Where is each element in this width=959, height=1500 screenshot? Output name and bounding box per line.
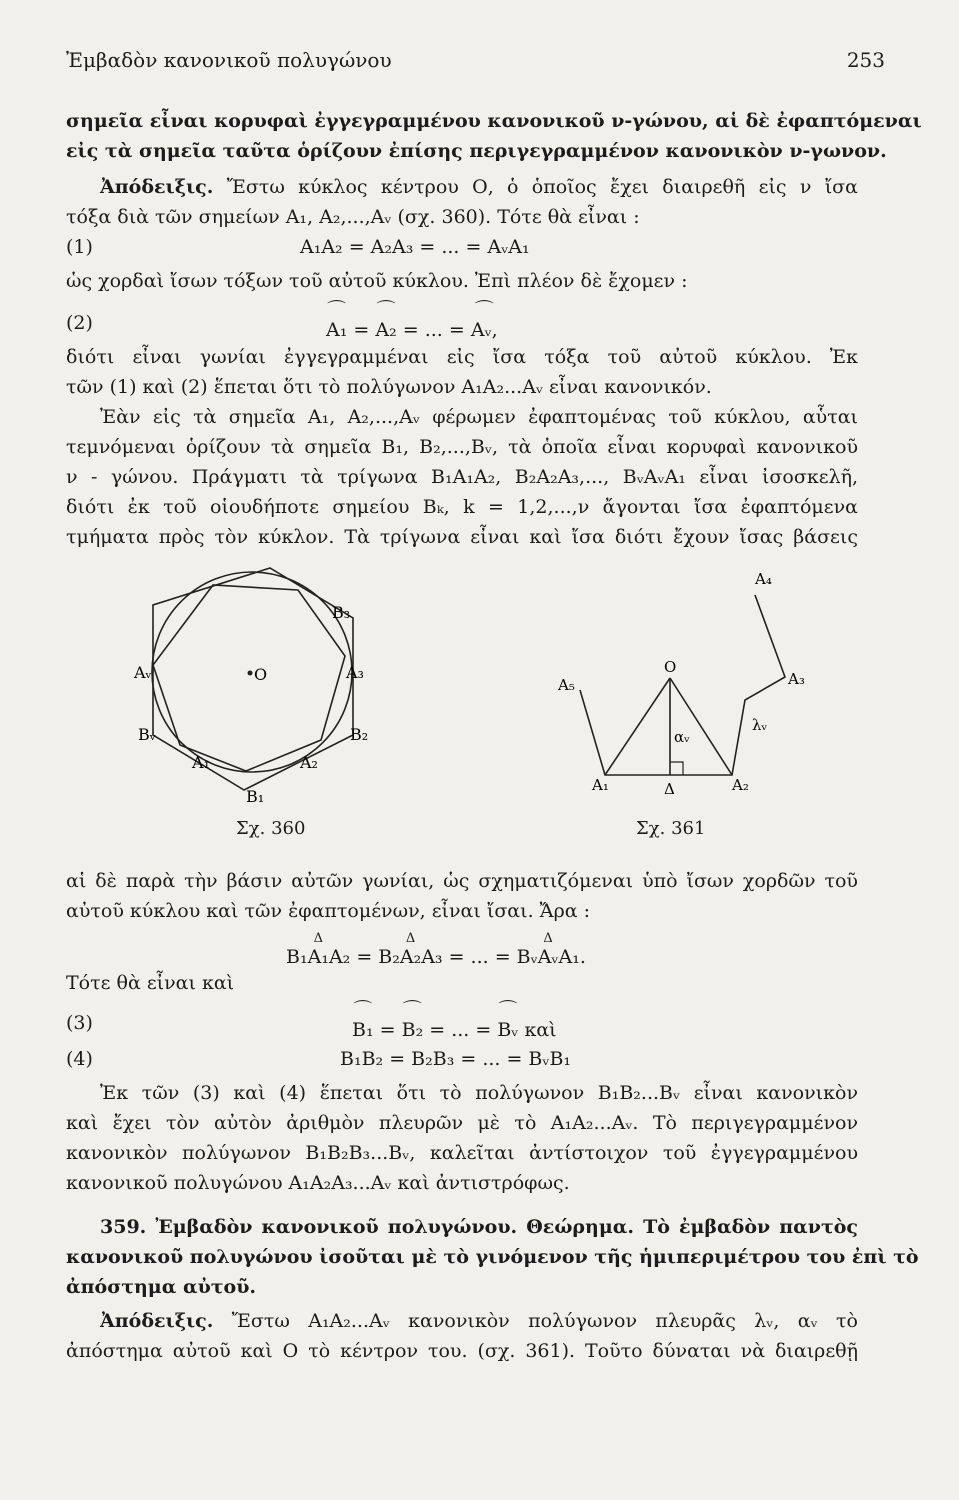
label-B3: B₃ — [332, 603, 351, 622]
text-line: αὐτοῦ κύκλου καὶ τῶν ἐφαπτομένων, εἶναι ἴσαι. Ἄρα : — [66, 900, 591, 922]
label-A1: A₁ — [192, 753, 210, 772]
label-O: O — [254, 665, 268, 684]
label-A3: A₃ — [788, 670, 805, 688]
text-line: Τότε θὰ εἶναι καὶ — [66, 972, 235, 994]
label-A4: A₄ — [755, 570, 772, 588]
text-line: καὶ ἔχει τὸν αὐτὸν ἀριθμὸν πλευρῶν μὲ τὸ A₁A₂...Aᵥ. Τὸ περιγεγραμμένον — [66, 1112, 858, 1134]
label-A1: A₁ — [592, 776, 609, 794]
text-line: ὡς χορδαὶ ἴσων τόξων τοῦ αὐτοῦ κύκλου. Ἐπὶ πλέον δὲ ἔχομεν : — [66, 270, 688, 292]
label-A5: A₅ — [558, 676, 575, 694]
figure-360-caption: Σχ. 360 — [236, 818, 306, 839]
text-line: ἀπόστημα αὐτοῦ καὶ Ο τὸ κέντρον του. (σχ. 361). Τοῦτο δύναται νὰ διαιρεθῇ — [66, 1340, 858, 1362]
text-line: διότι εἶναι γωνίαι ἐγγεγραμμέναι εἰς ἴσα τόξα τοῦ αὐτοῦ κύκλου. Ἐκ — [66, 346, 858, 368]
figure-361 — [540, 560, 840, 800]
label-B2: B₂ — [350, 725, 369, 744]
label-O: O — [664, 658, 677, 676]
proof-label: Ἀπόδειξις. — [100, 176, 214, 198]
equation-label: (1) — [66, 236, 93, 258]
label-A2: A₂ — [732, 776, 749, 794]
text-line: τῶν (1) καὶ (2) ἕπεται ὅτι τὸ πολύγωνον A₁A₂...Aᵥ εἶναι κανονικόν. — [66, 376, 712, 398]
equation-4: B₁B₂ = B₂B₃ = ... = BᵥB₁ — [340, 1048, 572, 1070]
proof-line: Ἀπόδειξις. Ἔστω κύκλος κέντρου Ο, ὁ ὁποῖος ἔχει διαιρεθῆ εἰς ν ἴσα — [100, 176, 858, 198]
center-point — [248, 671, 253, 676]
text-line: τόξα διὰ τῶν σημείων A₁, A₂,...,Aᵥ (σχ. 360). Τότε θὰ εἶναι : — [66, 206, 640, 228]
text-line: Ἐκ τῶν (3) καὶ (4) ἕπεται ὅτι τὸ πολύγωνον B₁B₂...Bᵥ εἶναι κανονικὸν — [100, 1082, 858, 1104]
equation-3: ⌒ B₁ = ⌒ B₂ = ... = ⌒ Bᵥ καὶ — [352, 999, 557, 1041]
figure-360 — [120, 560, 400, 810]
label-B1: B₁ — [246, 787, 265, 806]
label-A2: A₂ — [300, 753, 318, 772]
proof-line: Ἀπόδειξις. Ἔστω A₁A₂...Aᵥ κανονικὸν πολύγωνον πλευρᾶς λᵥ, αᵥ τὸ — [100, 1310, 858, 1332]
equation-label: (2) — [66, 312, 93, 334]
equation-1: A₁A₂ = A₂A₃ = ... = AᵥA₁ — [300, 236, 530, 258]
label-D: Δ — [664, 780, 675, 798]
polygon-sides — [580, 595, 785, 775]
proof-label: Ἀπόδειξις. — [100, 1310, 214, 1332]
label-Av: Aᵥ — [134, 663, 152, 682]
text-line: Ἐὰν εἰς τὰ σημεῖα A₁, A₂,...,Aᵥ φέρωμεν ἐφαπτομένας τοῦ κύκλου, αὗται — [100, 406, 858, 428]
label-lambda: λᵥ — [752, 716, 768, 734]
text-line: αἱ δὲ παρὰ τὴν βάσιν αὐτῶν γωνίαι, ὡς σχηματιζόμεναι ὑπὸ ἴσων χορδῶν τοῦ — [66, 870, 858, 892]
figure-361-caption: Σχ. 361 — [636, 818, 706, 839]
text-line: ν - γώνου. Πράγματι τὰ τρίγωνα B₁A₁A₂, B₂A₂A₃,..., BᵥAᵥA₁ εἶναι ἰσοσκελῆ, — [66, 466, 858, 488]
text-line: κανονικοῦ πολυγώνου A₁A₂A₃...Aᵥ καὶ ἀντιστρόφως. — [66, 1172, 570, 1194]
equation-label: (4) — [66, 1048, 93, 1070]
text-line: τεμνόμεναι ὁρίζουν τὰ σημεῖα B₁, B₂,...,Bᵥ, τὰ ὁποῖα εἶναι κορυφαὶ κανονικοῦ — [66, 436, 858, 458]
theorem-line: ἀπόστημα αὐτοῦ. — [66, 1276, 257, 1298]
equation-2: ⌒ A₁ = ⌒ A₂ = ... = ⌒ Aᵥ, — [326, 299, 498, 341]
equation-triangles: B₁ Δ A₁A₂ = B₂ Δ A₂A₃ = ... = Bᵥ Δ AᵥA₁. — [286, 931, 586, 968]
theorem-heading: 359. Ἐμβαδὸν κανονικοῦ πολυγώνου. Θεώρημα. Τὸ ἐμβαδὸν παντὸς — [100, 1216, 858, 1238]
text-line: σημεῖα εἶναι κορυφαὶ ἐγγεγραμμένου κανονικοῦ ν-γώνου, αἱ δὲ ἐφαπτόμεναι — [66, 110, 922, 132]
page-number: 253 — [846, 48, 885, 72]
text-line: τμήματα πρὸς τὸν κύκλον. Τὰ τρίγωνα εἶναι καὶ ἴσα διότι ἔχουν ἴσας βάσεις — [66, 526, 858, 548]
radius-OA1 — [605, 678, 670, 775]
theorem-line: κανονικοῦ πολυγώνου ἰσοῦται μὲ τὸ γινόμενον τῆς ἡμιπεριμέτρου του ἐπὶ τὸ — [66, 1246, 919, 1268]
right-angle-mark — [670, 762, 683, 775]
label-Bv: Bᵥ — [138, 725, 156, 744]
running-header: Ἐμβαδὸν κανονικοῦ πολυγώνου — [66, 48, 392, 72]
equation-label: (3) — [66, 1012, 93, 1034]
label-A3: A₃ — [346, 663, 364, 682]
text-line: διότι ἐκ τοῦ οἱουδήποτε σημείου Bₖ, k = 1,2,...,ν ἄγονται ἴσα ἐφαπτόμενα — [66, 496, 858, 518]
label-alpha: αᵥ — [674, 728, 690, 746]
text-line: εἰς τὰ σημεῖα ταῦτα ὁρίζουν ἐπίσης περιγεγραμμένον κανονικὸν ν-γωνον. — [66, 140, 887, 162]
text-line: κανονικὸν πολύγωνον B₁B₂B₃...Bᵥ, καλεῖται ἀντίστοιχον τοῦ ἐγγεγραμμένου — [66, 1142, 858, 1164]
radius-OA2 — [670, 678, 732, 775]
